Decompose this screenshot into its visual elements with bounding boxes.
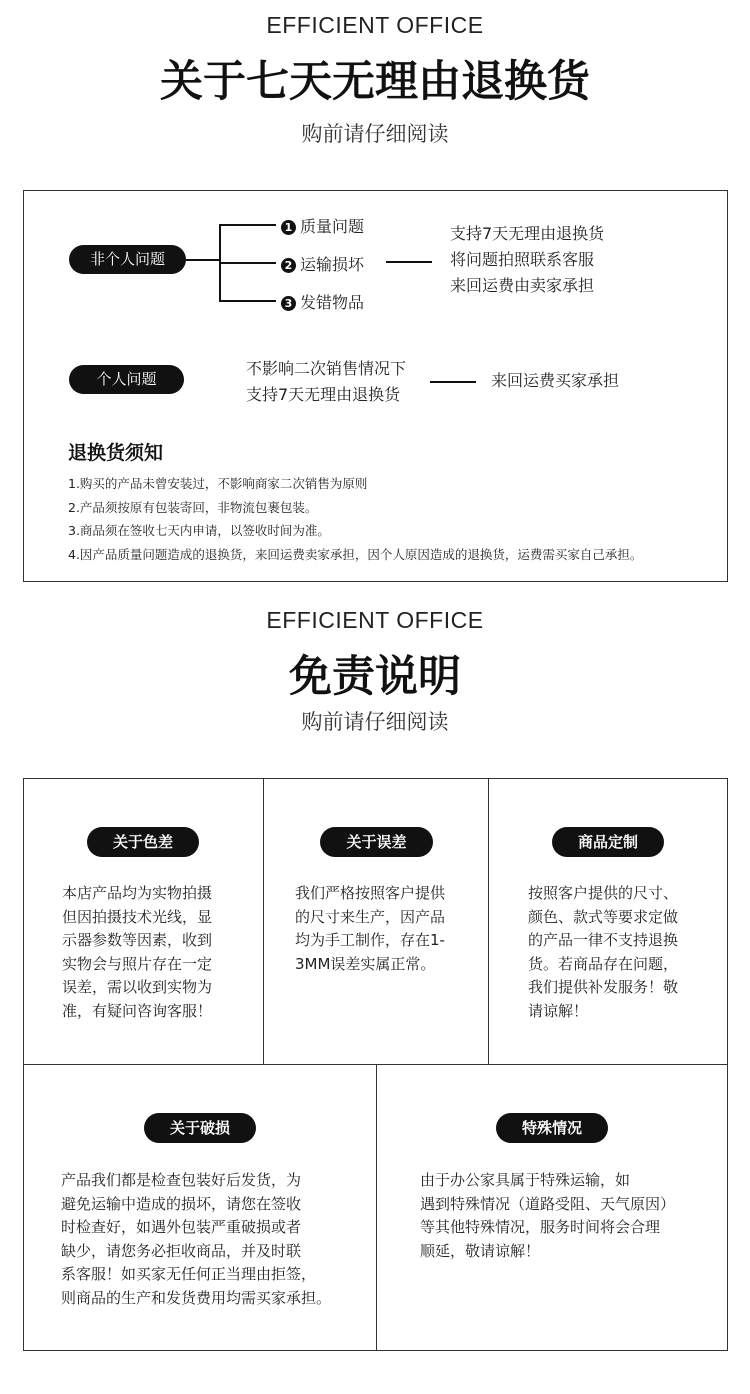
section1-en-title: EFFICIENT OFFICE: [266, 12, 484, 38]
personal-condition: 不影响二次销售情况下 支持7天无理由退换货: [246, 359, 407, 404]
grid-divider-v: [263, 778, 264, 1064]
number-3-icon: 3: [281, 296, 296, 311]
personal-result: 来回运费买家承担: [491, 371, 620, 390]
notice-item: 4.因产品质量问题造成的退换货，来回运费卖家承担，因个人原因造成的退换货，运费需买家自己承担。: [68, 547, 643, 562]
bracket-top: [219, 224, 276, 226]
cell-label-color: 关于色差: [87, 827, 199, 857]
non-personal-pill: 非个人问题: [69, 245, 186, 274]
cell-body-color: 本店产品均为实物拍摄 但因拍摄技术光线，显 示器参数等因素，收到 实物会与照片存在一定 误差，需以收到实物为 准，有疑问咨询客服！: [62, 884, 213, 1020]
section1-title: 关于七天无理由退换货: [160, 57, 590, 107]
result-connector: [386, 261, 432, 263]
grid-divider-v: [488, 778, 489, 1064]
section2-en-title: EFFICIENT OFFICE: [266, 607, 484, 633]
cell-body-error: 我们严格按照客户提供 的尺寸来生产，因产品 均为手工制作，存在1- 3MM误差实属正常。: [295, 884, 446, 973]
connector-line: [186, 259, 220, 261]
bracket-mid: [219, 262, 276, 264]
cell-label-damage: 关于破损: [144, 1113, 256, 1143]
section2-title: 免责说明: [289, 652, 461, 702]
number-1-icon: 1: [281, 220, 296, 235]
personal-pill: 个人问题: [69, 365, 184, 394]
notice-title: 退换货须知: [68, 442, 164, 464]
cell-body-damage: 产品我们都是检查包装好后发货，为 避免运输中造成的损坏，请您在签收 时检查好，如遇外包装严重破损或者 缺少，请您务必拒收商品，并及时联 系客服！如买家无任何正当理由拒签， 则商品的生产和发货费用均需买家承担。: [61, 1171, 332, 1307]
non-personal-result: 支持7天无理由退换货 将问题拍照联系客服 来回运费由卖家承担: [450, 224, 605, 295]
notice-item: 3.商品须在签收七天内申请，以签收时间为准。: [68, 523, 330, 538]
personal-connector: [430, 381, 476, 383]
bracket-bottom: [219, 300, 276, 302]
cell-label-error: 关于误差: [320, 827, 433, 857]
cell-body-custom: 按照客户提供的尺寸、 颜色、款式等要求定做 的产品一律不支持退换 货。若商品存在问题， 我们提供补发服务！敬 请谅解！: [528, 884, 679, 1020]
section2-subtitle: 购前请仔细阅读: [301, 710, 449, 734]
cell-label-special: 特殊情况: [496, 1113, 608, 1143]
section1-subtitle: 购前请仔细阅读: [301, 122, 449, 146]
grid-divider-v: [376, 1064, 377, 1351]
branch-quality: 1 质量问题: [281, 214, 364, 237]
branch-wrong-item: 3 发错物品: [281, 290, 364, 313]
cell-label-custom: 商品定制: [552, 827, 664, 857]
number-2-icon: 2: [281, 258, 296, 273]
notice-item: 2.产品须按原有包装寄回，非物流包裹包装。: [68, 500, 318, 515]
cell-body-special: 由于办公家具属于特殊运输，如 遇到特殊情况（道路受阻、天气原因） 等其他特殊情况，服务时间将会合理 顺延，敬请谅解！: [420, 1171, 676, 1260]
branch-transport: 2 运输损坏: [281, 252, 364, 275]
notice-item: 1.购买的产品未曾安装过，不影响商家二次销售为原则: [68, 476, 368, 491]
